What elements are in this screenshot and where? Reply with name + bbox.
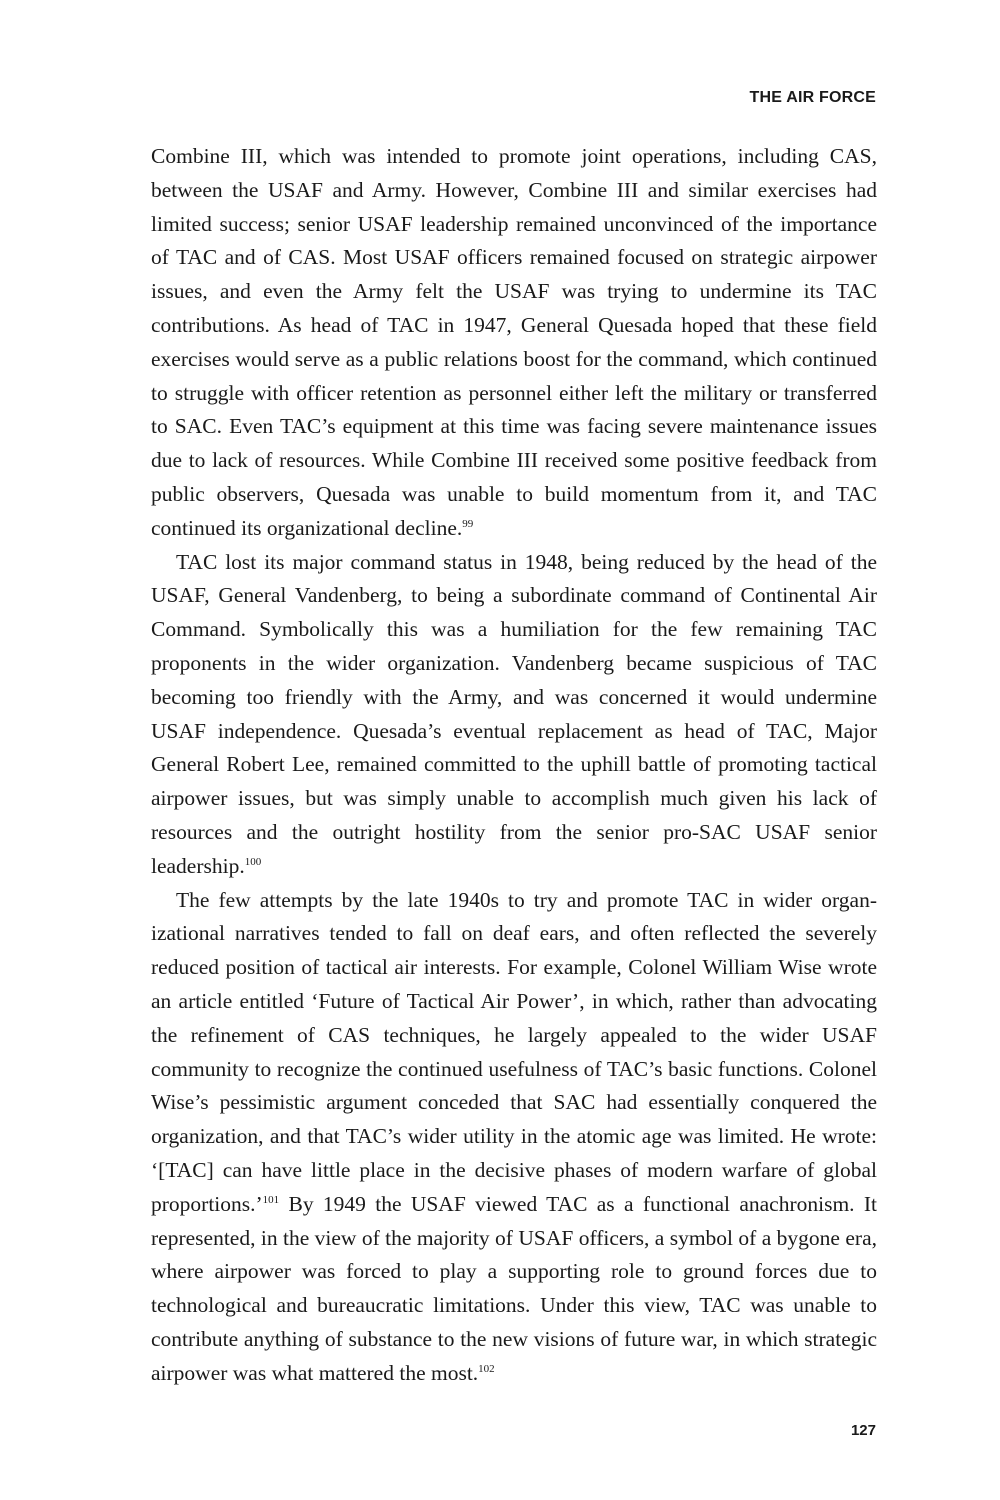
footnote-ref: 99 <box>462 517 474 530</box>
footnote-ref: 101 <box>262 1193 280 1206</box>
body-text <box>151 140 877 1390</box>
paragraph <box>151 884 877 1391</box>
paragraph <box>151 546 877 884</box>
running-head: THE AIR FORCE <box>749 89 876 106</box>
paragraph-text: By 1949 the USAF viewed TAC as a functional anachronism. It represented, in the view of the majority of USAF officers, a symbol of a bygone era, where airpower was forced to play a supporting role to ground forces due to technological and bureaucratic limitations. Under this view, TAC was unable to contribute anything of substance to the new visions of future war, in which strategic airpower was what mattered the most. <box>151 1191 877 1385</box>
footnote-ref: 102 <box>478 1362 495 1375</box>
paragraph-text: The few attempts by the late 1940s to try and promote TAC in wider organizational narratives tended to fall on deaf ears, and often reflected the severely reduced position of tactical air interests. For example, Colonel William Wise wrote an article entitled ‘Future of Tactical Air Power’, in which, rather than advocating the refinement of CAS techniques, he largely appealed to the wider USAF community to recognize the continued usefulness of TAC’s basic functions. Colonel Wise’s pessimistic argument conceded that SAC had essentially conquered the organization, and that TAC’s wider utility in the atomic age was limited. He wrote: ‘[TAC] can have little place in the decisive phases of modern warfare of global proportions.’ <box>151 887 877 1216</box>
paragraph-text: Combine III, which was intended to promote joint operations, including CAS, between the USAF and Army. However, Combine III and similar exercises had limited success; senior USAF leadership remained unconvinced of the importance of TAC and of CAS. Most USAF officers remained focused on strategic airpower issues, and even the Army felt the USAF was trying to undermine its TAC contributions. As head of TAC in 1947, General Quesada hoped that these field exercises would serve as a public relations boost for the command, which continued to struggle with officer retention as personnel either left the military or transferred to SAC. Even TAC’s equipment at this time was facing severe maintenance issues due to lack of resources. While Combine III received some positive feedback from public observers, Quesada was unable to build momentum from it, and TAC continued its organizational decline. <box>151 144 877 540</box>
paragraph-text: TAC lost its major command status in 1948, being reduced by the head of the USAF, General Vandenberg, to being a subordinate command of Continental Air Command. Symbolically this was a humiliation for the few remaining TAC proponents in the wider organization. Vandenberg became suspicious of TAC becoming too friendly with the Army, and was concerned it would undermine USAF independence. Quesada’s eventual replacement as head of TAC, Major General Robert Lee, remained committed to the uphill battle of promoting tactical airpower issues, but was simply unable to accomplish much given his lack of resources and the outright hostility from the senior pro-SAC USAF senior leadership. <box>151 549 877 878</box>
paragraph <box>151 140 877 546</box>
page-number: 127 <box>850 1422 876 1439</box>
footnote-ref: 100 <box>244 855 262 868</box>
